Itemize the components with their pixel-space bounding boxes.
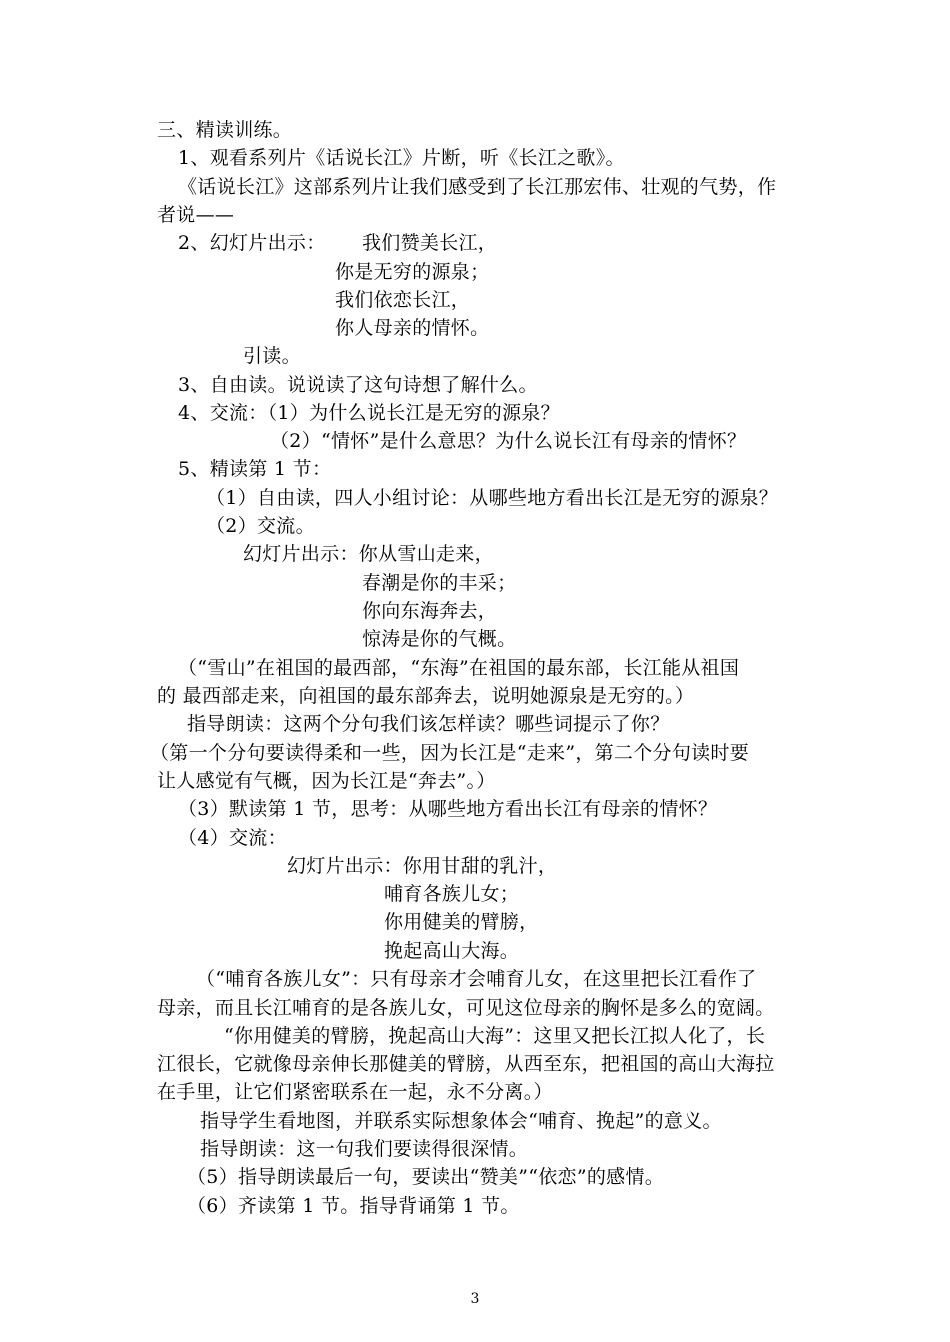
text-line: 4、交流：（1）为什么说长江是无穷的源泉？	[178, 402, 560, 424]
text-line: 你用健美的臂膀，	[384, 911, 539, 933]
text-line: （2）“情怀”是什么意思？为什么说长江有母亲的情怀？	[270, 430, 747, 452]
text-line: 2、幻灯片出示：	[178, 232, 326, 254]
text-line: 哺育各族儿女；	[384, 883, 520, 905]
text-line: （5）指导朗读最后一句，要读出“赞美”“依恋”的感情。	[187, 1166, 665, 1188]
text-line: （第一个分句要读得柔和一些，因为长江是“走来”，第二个分句读时要	[150, 742, 750, 764]
text-line: 指导朗读：这两个分句我们该怎样读？哪些词提示了你？	[187, 713, 670, 735]
text-line: 在手里，让它们紧密联系在一起，永不分离。）	[157, 1081, 553, 1103]
text-line: 者说——	[157, 204, 235, 226]
text-line: 引读。	[243, 345, 301, 367]
text-line: 的 最西部走来，向祖国的最东部奔去，说明她源泉是无穷的。）	[157, 685, 695, 707]
text-line: （“哺育各族儿女”：只有母亲才会哺育儿女，在这里把长江看作了	[196, 968, 757, 990]
page-number: 3	[470, 1291, 480, 1307]
text-line: 挽起高山大海。	[384, 940, 520, 962]
text-line: 5、精读第 1 节：	[178, 458, 332, 480]
text-line: 我们依恋长江，	[335, 289, 471, 311]
text-line: （2）交流。	[206, 515, 315, 537]
text-line: 三、精读训练。	[157, 119, 293, 141]
text-line: 指导朗读：这一句我们要读得很深情。	[200, 1138, 529, 1160]
text-line: 你是无穷的源泉；	[335, 261, 490, 283]
text-line: 指导学生看地图，并联系实际想象体会“哺育、挽起”的意义。	[200, 1110, 722, 1132]
text-line: 幻灯片出示：你用甘甜的乳汁，	[287, 855, 558, 877]
text-line: “你用健美的臂膀，挽起高山大海”：这里又把长江拟人化了，长	[224, 1025, 766, 1047]
text-line: 江很长，它就像母亲伸长那健美的臂膀，从西至东，把祖国的高山大海拉	[157, 1053, 775, 1075]
text-line: 我们赞美长江，	[362, 232, 498, 254]
text-line: （3）默读第 1 节，思考：从哪些地方看出长江有母亲的情怀？	[178, 798, 718, 820]
text-line: 你向东海奔去，	[362, 600, 498, 622]
text-line: 惊涛是你的气概。	[362, 628, 517, 650]
text-line: （4）交流：	[178, 827, 287, 849]
text-line: 你人母亲的情怀。	[335, 317, 490, 339]
text-line: （1）自由读，四人小组讨论：从哪些地方看出长江是无穷的源泉？	[206, 487, 779, 509]
text-line: 让人感觉有气概，因为长江是“奔去”。）	[157, 770, 496, 792]
text-line: 1、观看系列片《话说长江》片断，听《长江之歌》。	[178, 147, 625, 169]
text-line: 《话说长江》这部系列片让我们感受到了长江那宏伟、壮观的气势，作	[178, 176, 777, 198]
text-line: 春潮是你的丰采；	[362, 572, 517, 594]
text-line: 幻灯片出示：你从雪山走来，	[243, 543, 494, 565]
text-line: （“雪山”在祖国的最西部，“东海”在祖国的最东部，长江能从祖国	[178, 657, 740, 679]
text-line: 母亲，而且长江哺育的是各族儿女，可见这位母亲的胸怀是多么的宽阔。	[157, 997, 775, 1019]
text-line: （6）齐读第 1 节。指导背诵第 1 节。	[187, 1195, 520, 1217]
text-line: 3、自由读。说说读了这句诗想了解什么。	[178, 374, 538, 396]
